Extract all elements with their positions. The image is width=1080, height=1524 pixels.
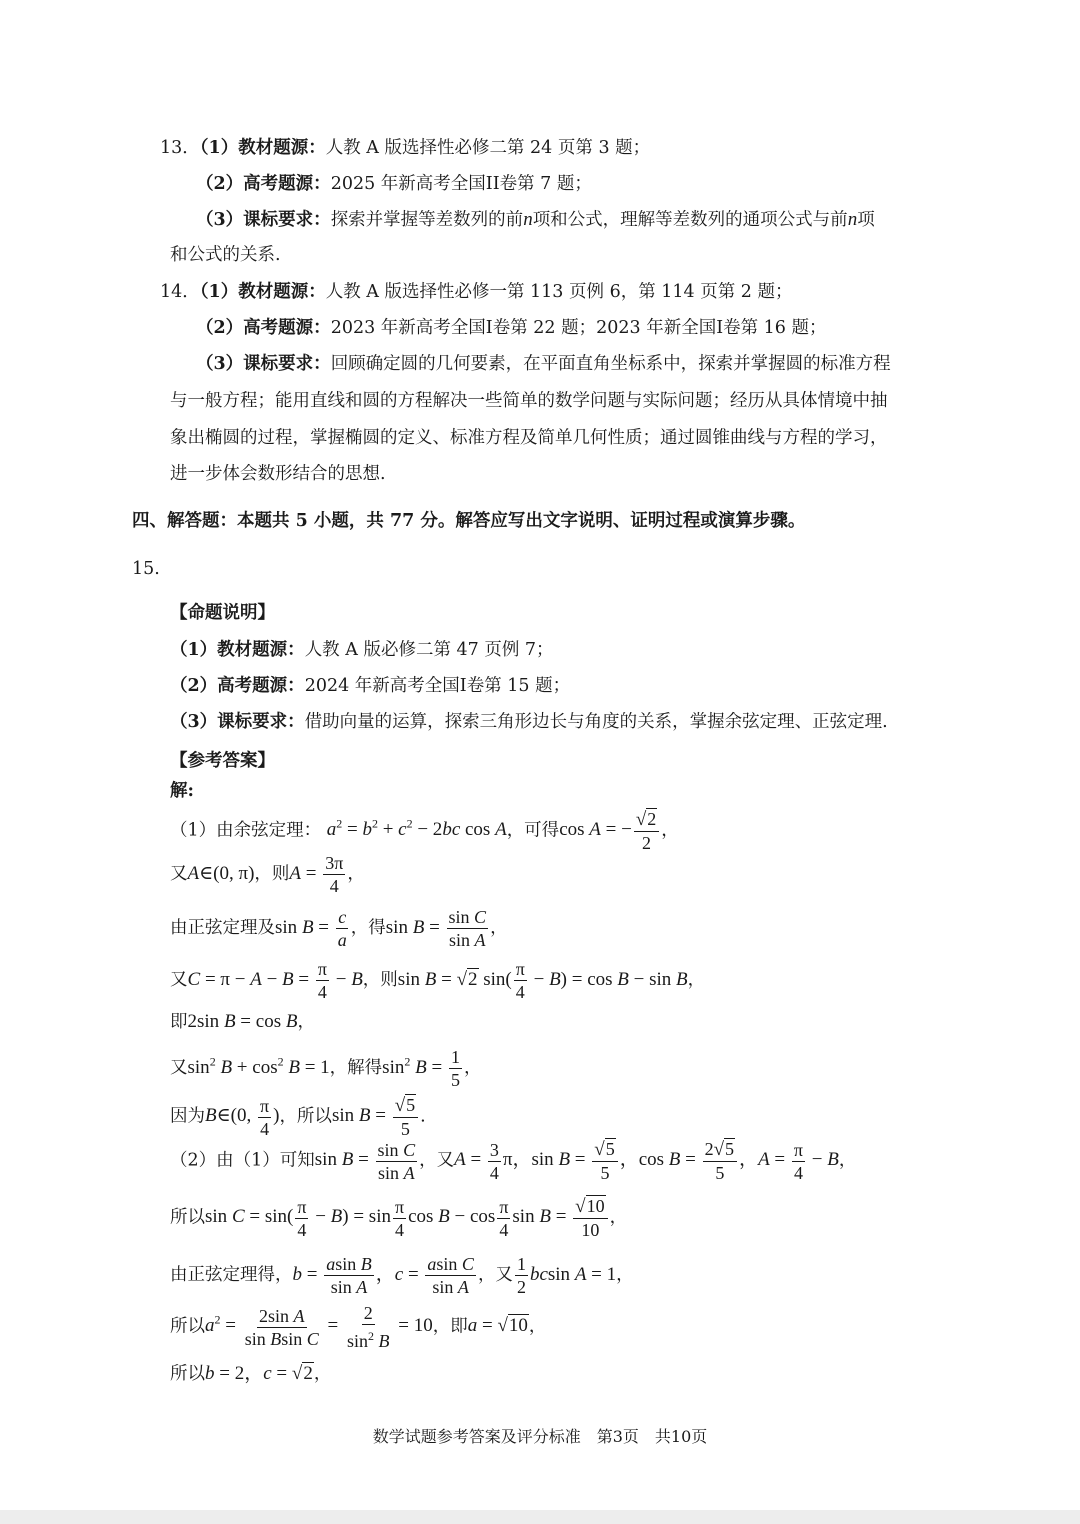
q14-label3: （3）课标要求： (196, 354, 331, 374)
text: 又 (170, 1057, 188, 1078)
formula-area: $\frac{1}{2}$ bcsin A = 1 (516, 1254, 617, 1297)
text: 由正弦定理得， (170, 1264, 293, 1285)
q14-label2: （2）高考题源： (196, 318, 331, 338)
text: 所以 (170, 1364, 205, 1384)
q15-label3: （3）课标要求： (170, 712, 305, 732)
q14-line1 (160, 280, 793, 304)
solution-line-8: （2）由（1）可知sin B = $\frac{\text{sin C}}{\text{sin A}}$ ，又A = $\frac{3}{4}$ π，sin B = $\frac{√5}{5}$ ，cos B = $\frac{2√5}{5}$ ，A = $\frac{\pi}{4}$ − B， (170, 1139, 857, 1183)
solution-line-9: 所以sin C = sin( $\frac{\pi}{4}$ − B) = sin $\frac{\pi}{4}$ cos B − cos $\frac{\pi}{4}$ sin B = $\frac{√10}{10}$ ， (170, 1196, 628, 1240)
q15-text1: 人教 A 版必修二第 47 页例 7； (304, 640, 554, 660)
text: ，所以 (279, 1106, 332, 1127)
q14-number: 14． (160, 282, 200, 302)
formula-a-squared: $a^2$ = $\frac{\text{2sin A}}{\text{sin Bsin C}}$ = $\frac{2}{\sin^2 B}$ = 10 (205, 1303, 433, 1351)
formula-a-value: a = √10 (467, 1315, 528, 1337)
bottom-strip (0, 1510, 1080, 1524)
text: （2）由（1）可知 (170, 1150, 315, 1171)
q15-text3: 借助向量的运算，探索三角形边长与角度的关系，掌握余弦定理、正弦定理. (304, 712, 888, 732)
q14-text1: 人教 A 版选择性必修一第 113 页例 6，第 114 页第 2 题； (325, 282, 793, 302)
q13-line2 (196, 172, 592, 196)
text: 即 (170, 1012, 188, 1032)
q13-line4: 和公式的关系. (170, 245, 281, 265)
q13-text3a: 探索并掌握等差数列的前 (330, 210, 524, 230)
formula-sinC: sin C = sin( $\frac{\pi}{4}$ − B) = sin $\frac{\pi}{4}$ cos B − cos $\frac{\pi}{4}$ sin B = $\frac{√10}{10}$ (205, 1206, 610, 1227)
q15-desc-heading: 【命题说明】 (170, 603, 275, 623)
q15-line1 (170, 638, 554, 662)
q13-number: 13． (160, 138, 200, 158)
formula-sinB-ratio-2: sin B = $\frac{\text{sin C}}{\text{sin A}}$ (314, 1139, 416, 1183)
formula-b-c-values: b = 2，c = √2 (205, 1363, 313, 1384)
var-n: n (847, 209, 858, 230)
solution-line-1: （1）由余弦定理： $a^2 = b^2 + c^2 - 2bc$ cos A，可得cos A = − $\frac{√2}{2}$ ， (170, 809, 679, 853)
solution-line-6: 又$\sin^2 B + \cos^2 B = 1$，解得$\sin^2 B$ = $\frac{1}{5}$ ， (170, 1047, 482, 1090)
formula-A-value: A = $\frac{3\pi}{4}$ (289, 853, 344, 896)
solution-line-10: 由正弦定理得，b = $\frac{\text{asin B}}{\text{sin A}}$ ，c = $\frac{\text{asin C}}{\text{sin A}}$ ，又 $\frac{1}{2}$ bcsin A = 1， (170, 1254, 634, 1297)
solution-line-2: 又A∈(0, π)，则A = $\frac{3\pi}{4}$ ， (170, 853, 365, 896)
text: ，则 (362, 969, 398, 990)
text: （1）由余弦定理： (170, 820, 322, 841)
q14-line4: 与一般方程；能用直线和圆的方程解决一些简单的数学问题与实际问题；经历从具体情境中抽 (170, 391, 888, 411)
q14-line3 (196, 352, 891, 376)
formula-2sinB: 2sin B = cos B (187, 1011, 298, 1032)
q15-line2 (170, 674, 570, 698)
text: ，可得 (506, 820, 560, 841)
q13-label2: （2）高考题源： (196, 174, 331, 194)
formula-sinB-expand: sin B = √2 sin( $\frac{\pi}{4}$ − B) = cos B − sin B (397, 959, 688, 1002)
q15-line3 (170, 710, 888, 734)
section-heading: 四、解答题：本题共 5 小题，共 77 分。解答应写出文字说明、证明过程或演算步骤。 (132, 511, 806, 531)
text: 又 (170, 863, 188, 884)
q14-label1: （1）教材题源： (199, 282, 326, 302)
formula-sinB-ratio: sin B = $\frac{\text{sin C}}{\text{sin A}}$ (385, 907, 487, 950)
q15-label1: （1）教材题源： (170, 640, 305, 660)
q13-line3 (196, 208, 875, 232)
page-footer: 数学试题参考答案及评分标准 第3页 共10页 (372, 1427, 708, 1446)
q14-line2 (196, 316, 827, 340)
formula-sine-law: sin B = $\frac{c}{a}$ (275, 907, 347, 950)
formula-sin2B: $\sin^2 B$ = $\frac{1}{5}$ (382, 1047, 460, 1090)
formula-identity: $\sin^2 B + \cos^2 B = 1$ (187, 1054, 330, 1078)
formula-C: C = π − A − B = $\frac{\pi}{4}$ − B (187, 959, 363, 1002)
text: 又 (170, 969, 188, 990)
formula-cosine-law: $a^2 = b^2 + c^2 - 2bc$ cos A (326, 817, 507, 841)
formula-B-range: B∈(0, $\frac{\pi}{4}$ ) (205, 1095, 280, 1139)
q15-text2: 2024 年新高考全国I卷第 15 题； (304, 676, 571, 696)
text: ，即 (432, 1316, 468, 1337)
q14-line5: 象出椭圆的过程，掌握椭圆的定义、标准方程及简单几何性质；通过圆锥曲线与方程的学习， (170, 428, 888, 448)
text: ，则 (254, 863, 290, 884)
q14-line6: 进一步体会数形结合的思想. (170, 464, 386, 484)
q13-text3c: 项 (857, 210, 875, 230)
q13-text3b: 项和公式，理解等差数列的通项公式与前 (532, 210, 848, 230)
solution-line-5: 即2sin B = cos B， (170, 1011, 315, 1032)
text: ，又 (477, 1264, 513, 1285)
q13-line1 (160, 136, 650, 160)
text: ，又 (419, 1150, 455, 1171)
text: 因为 (170, 1106, 205, 1127)
solution-line-3: 由正弦定理及sin B = $\frac{c}{a}$ ，得sin B = $\frac{\text{sin C}}{\text{sin A}}$ ， (170, 907, 508, 950)
q15-label2: （2）高考题源： (170, 676, 305, 696)
q13-label1: （1）教材题源： (199, 138, 326, 158)
q15-jie: 解: (170, 781, 194, 801)
formula-cosA: cos A = − $\frac{√2}{2}$ (559, 819, 661, 840)
q13-label3: （3）课标要求： (196, 210, 331, 230)
text: 所以 (170, 1316, 205, 1337)
solution-line-7: 因为B∈(0, $\frac{\pi}{4}$ )，所以sin B = $\frac{√5}{5}$ . (170, 1095, 426, 1139)
formula-A-range: A∈(0, π) (187, 862, 255, 884)
q15-answer-heading: 【参考答案】 (170, 751, 275, 771)
q15-number: 15. (132, 559, 160, 579)
text: ，得 (350, 917, 386, 938)
var-n: n (523, 209, 533, 230)
text: 由正弦定理及 (170, 917, 275, 938)
formula-values: A = $\frac{3}{4}$ π，sin B = $\frac{√5}{5}$ ，cos B = $\frac{2√5}{5}$ ，A = $\frac{\pi}{4}$ − B (454, 1139, 839, 1183)
solution-line-11: 所以$a^2$ = $\frac{\text{2sin A}}{\text{sin Bsin C}}$ = $\frac{2}{\sin^2 B}$ = 10，即a = √10， (170, 1303, 547, 1351)
solution-line-12: 所以b = 2，c = √2， (170, 1363, 332, 1384)
text: ，解得 (329, 1057, 383, 1078)
q13-text1: 人教 A 版选择性必修二第 24 页第 3 题； (325, 138, 651, 158)
text: 所以 (170, 1207, 205, 1228)
q14-text2: 2023 年新高考全国I卷第 22 题；2023 年新全国I卷第 16 题； (330, 318, 827, 338)
q13-text2: 2025 年新高考全国II卷第 7 题； (330, 174, 592, 194)
formula-b-c: b = $\frac{\text{asin B}}{\text{sin A}}$ ，c = $\frac{\text{asin C}}{\text{sin A}}$ (292, 1254, 474, 1297)
formula-sinB-value: sin B = $\frac{√5}{5}$ (332, 1105, 420, 1126)
solution-line-4: 又C = π − A − B = $\frac{\pi}{4}$ − B，则sin B = √2 sin( $\frac{\pi}{4}$ − B) = cos B − sin B， (170, 959, 706, 1002)
q14-text3: 回顾确定圆的几何要素，在平面直角坐标系中，探索并掌握圆的标准方程 (330, 354, 891, 374)
